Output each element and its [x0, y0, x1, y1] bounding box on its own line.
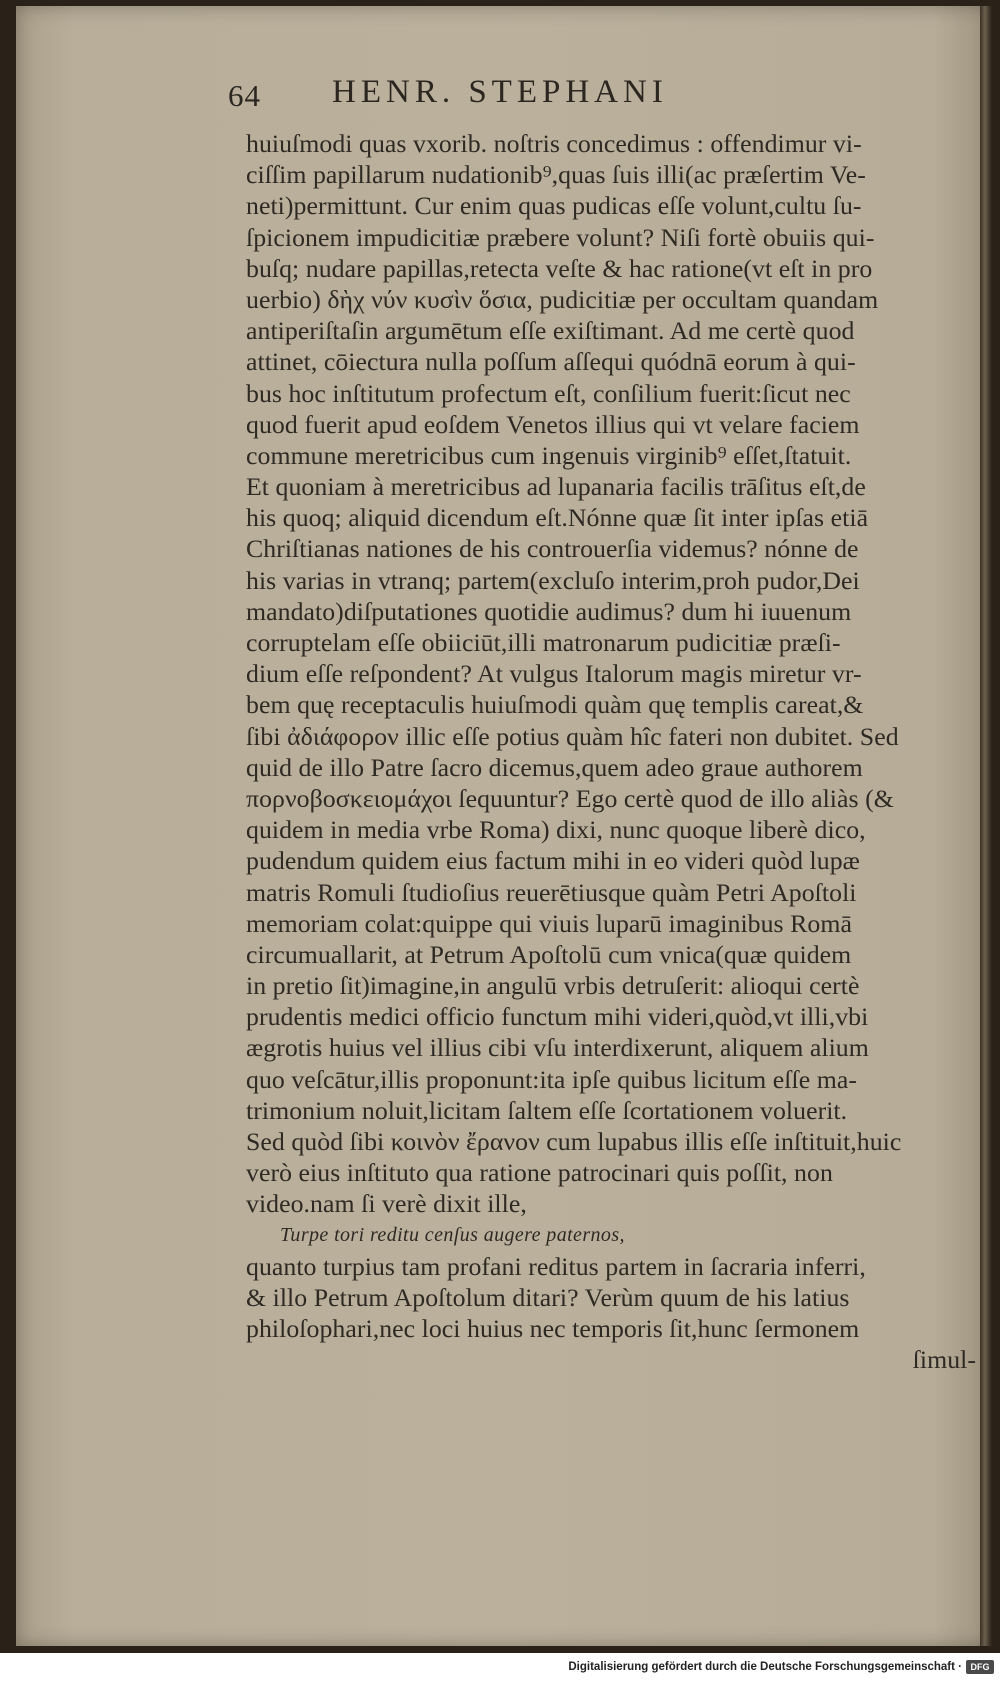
text-line: trimonium noluit,licitam ſaltem eſſe ſcortationem voluerit.	[246, 1095, 848, 1125]
running-head-title: HENR. STEPHANI	[332, 74, 668, 110]
text-line: his quoq; aliquid dicendum eſt.Nónne quæ ſit inter ipſas etiā	[246, 503, 869, 533]
text-line: buſq; nudare papillas,retecta veſte & hac ratione(vt eſt in pro	[246, 253, 873, 283]
text-line: dium eſſe reſpondent? At vulgus Italorum magis miretur vr-	[246, 659, 862, 689]
text-line: ſpicionem impudicitiæ præbere volunt? Niſi fortè obuiis qui-	[246, 222, 875, 252]
text-line: his varias in vtranq; partem(excluſo interim,proh pudor,Dei	[246, 565, 860, 595]
text-line: quid de illo Patre ſacro dicemus,quem adeo graue authorem	[246, 752, 863, 782]
text-line: ciſſim papillarum nudationib⁹,quas ſuis illi(ac præſertim Ve-	[246, 160, 866, 190]
text-block	[246, 128, 976, 1376]
catchword: ſimul-	[912, 1345, 976, 1375]
text-line: antiperiſtaſin argumētum eſſe exiſtimant. Ad me certè quod	[246, 316, 855, 346]
book-page	[16, 6, 992, 1646]
running-head	[228, 74, 988, 124]
text-line: philoſophari,nec loci huius nec temporis ſit,hunc ſermonem	[246, 1314, 860, 1344]
text-line: mandato)diſputationes quotidie audimus? dum hi iuuenum	[246, 596, 852, 626]
funding-credit: Digitalisierung gefördert durch die Deutsche Forschungsgemeinschaft ·	[568, 1661, 962, 1673]
text-line: video.nam ſi verè dixit ille,	[246, 1189, 527, 1219]
text-line: prudentis medici officio functum mihi videri,quòd,vt illi,vbi	[246, 1002, 869, 1032]
text-line: ægrotis huius vel illius cibi vſu interdixerunt, aliquem alium	[246, 1033, 869, 1063]
text-line: in pretio ſit)imagine,in angulū vrbis detruſerit: alioqui certè	[246, 971, 860, 1001]
text-line: corruptelam eſſe obiiciūt,illi matronarum pudicitiæ præſi-	[246, 628, 841, 657]
text-line: quanto turpius tam profani reditus partem in ſacraria inferri,	[246, 1251, 866, 1281]
text-line: Sed quòd ſibi κοινὸν ἔρανον cum lupabus illis eſſe inſtituit,huic	[246, 1127, 902, 1156]
text-line: pudendum quidem eius factum mihi in eo videri quòd lupæ	[246, 846, 860, 876]
text-line: Chriſtianas nationes de his controuerſia videmus? nónne de	[246, 534, 859, 564]
dfg-logo: DFG	[966, 1660, 994, 1674]
text-line: circumuallarit, at Petrum Apoſtolū cum vnica(quæ quidem	[246, 939, 852, 969]
text-line: quod fuerit apud eoſdem Venetos illius qui vt velare faciem	[246, 409, 860, 439]
text-line: quidem in media vrbe Roma) dixi, nunc quoque liberè dico,	[246, 815, 866, 845]
text-line: attinet, cōiectura nulla poſſum aſſequi quódnā eorum à qui-	[246, 347, 856, 377]
text-line: bem quę receptaculis huiuſmodi quàm quę templis careat,&	[246, 690, 864, 720]
footer-bar	[0, 1653, 1000, 1684]
text-line: verò eius inſtituto qua ratione patrocinari quis poſſit, non	[246, 1158, 833, 1188]
text-line: πορνοβοσκειομάχοι ſequuntur? Ego certè quod de illo aliàs (&	[246, 783, 894, 813]
page-edge	[980, 6, 992, 1646]
text-line: bus hoc inſtitutum profectum eſt, conſilium fuerit:ſicut nec	[246, 378, 851, 408]
text-line: & illo Petrum Apoſtolum ditari? Verùm quum de his latius	[246, 1282, 850, 1312]
page-number: 64	[228, 78, 261, 113]
text-line: huiuſmodi quas vxorib. noſtris concedimus : offendimur vi-	[246, 129, 862, 158]
verse-line: Turpe tori reditu cenſus augere paternos,	[280, 1223, 625, 1246]
text-line: matris Romuli ſtudioſius reuerētiusque quàm Petri Apoſtoli	[246, 877, 857, 907]
text-line: ſibi ἀδιάφορον illic eſſe potius quàm hîc fateri non dubitet. Sed	[246, 721, 899, 751]
text-line: uerbio) δὴχ νύν κυσὶν ὅσια, pudicitiæ per occultam quandam	[246, 284, 879, 314]
text-line: Et quoniam à meretricibus ad lupanaria facilis trāſitus eſt,de	[246, 472, 866, 502]
text-line: neti)permittunt. Cur enim quas pudicas eſſe volunt,cultu ſu-	[246, 191, 862, 221]
text-line: quo veſcātur,illis proponunt:ita ipſe quibus licitum eſſe ma-	[246, 1064, 857, 1094]
text-line: commune meretricibus cum ingenuis virginib⁹ eſſet,ſtatuit.	[246, 440, 852, 470]
text-line: memoriam colat:quippe qui viuis luparū imaginibus Romā	[246, 908, 852, 938]
